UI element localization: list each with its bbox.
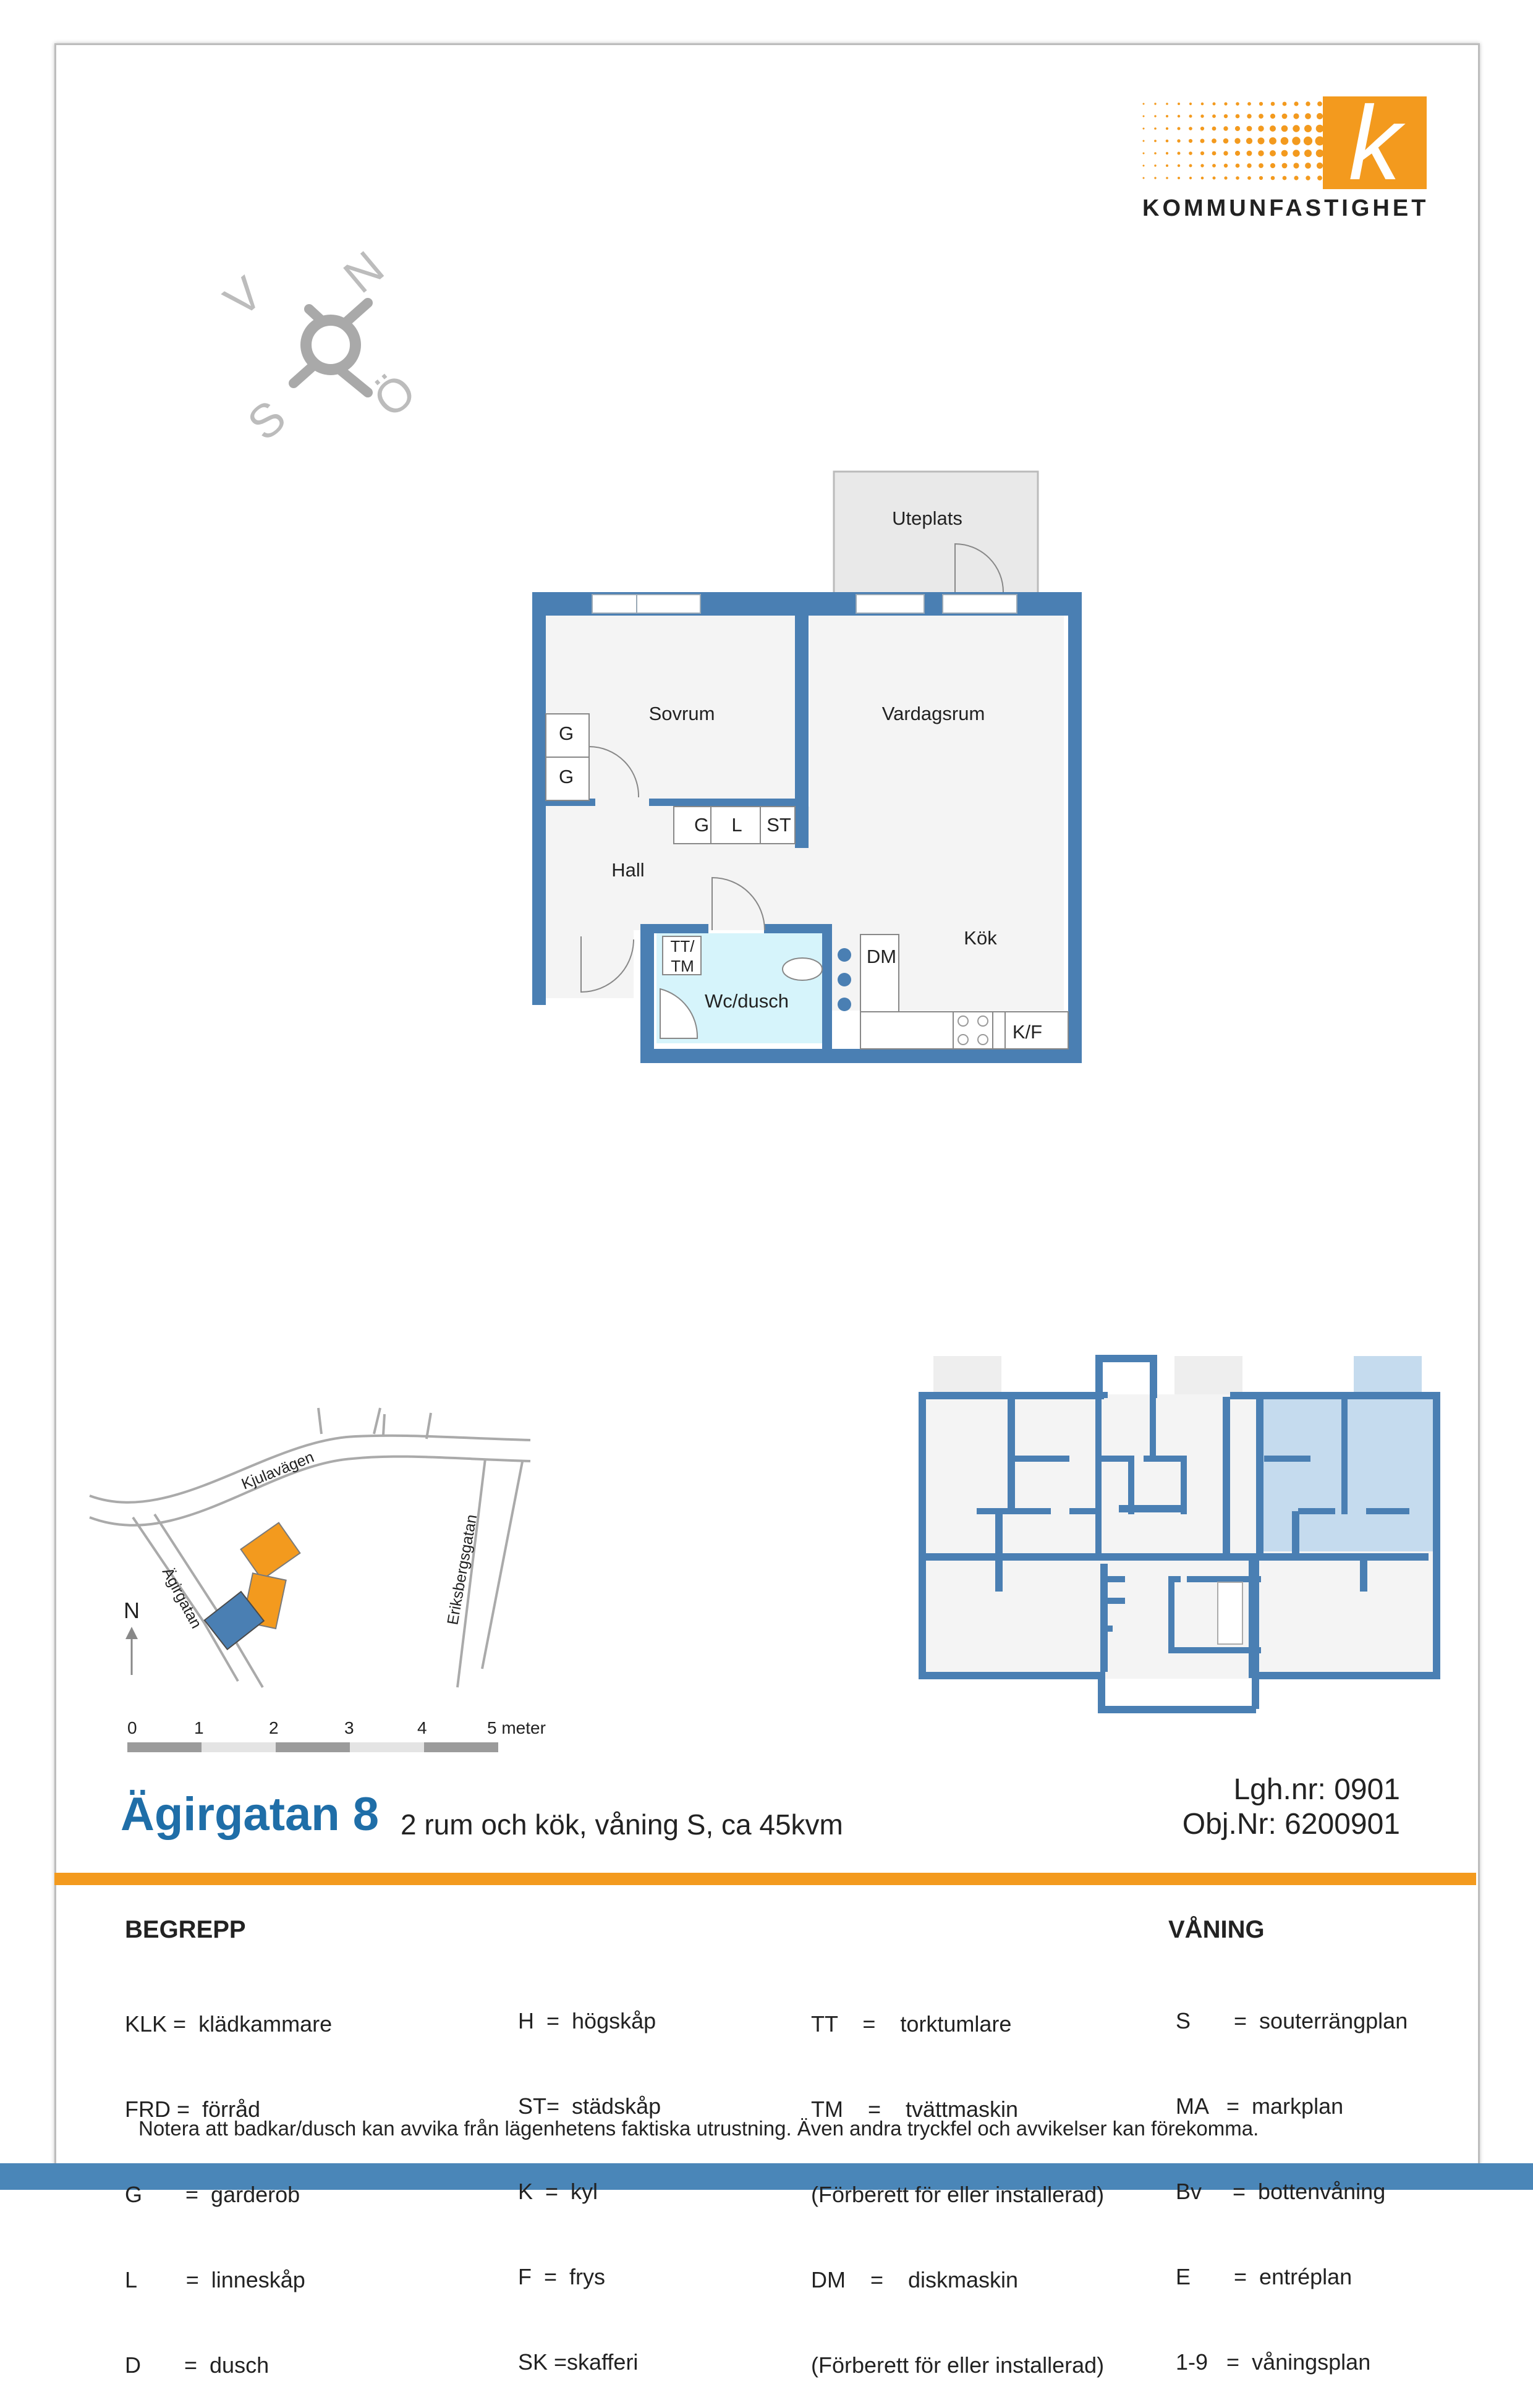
wall-sovrum-bottom — [649, 799, 804, 806]
street-kjulavagen: Kjulavägen — [239, 1448, 316, 1493]
label-st: ST — [766, 814, 791, 836]
legend-item: TM = tvättmaskin — [811, 2096, 1019, 2122]
street-agirgatan: Ägirgatan — [158, 1564, 205, 1632]
label-kf: K/F — [1012, 1021, 1043, 1043]
legend-col3 — [811, 1953, 1104, 2408]
legend-item: FRD = förråd — [125, 2096, 261, 2122]
label-l: L — [731, 814, 742, 836]
legend-col2 — [518, 1950, 661, 2405]
legend-item: DM = diskmaskin — [811, 2267, 1019, 2292]
wall-sovrum-right — [795, 616, 809, 801]
north-label: N — [124, 1598, 140, 1623]
apartment-number: Lgh.nr: 0901 — [1233, 1773, 1400, 1806]
divider-line — [54, 1873, 1476, 1885]
window — [592, 595, 700, 613]
wall-right — [1068, 592, 1082, 1063]
legend-item: K = kyl — [518, 2179, 598, 2204]
wall-wc-top — [640, 924, 708, 933]
road-edge — [90, 1436, 530, 1503]
label-g3: G — [694, 814, 710, 836]
building-keyplan — [915, 1354, 1446, 1749]
legend-item: 1-9 = våningsplan — [1176, 2349, 1371, 2375]
door-opening — [943, 595, 1017, 613]
scale-label: 4 — [417, 1718, 427, 1737]
scale-bar — [117, 1715, 575, 1758]
wall-wc-left — [640, 924, 654, 1063]
legend-item: F = frys — [518, 2264, 606, 2289]
road-edge — [318, 1408, 321, 1434]
road-edge — [427, 1413, 431, 1439]
compass-south: S — [237, 390, 296, 451]
scale-label: 5 meter — [487, 1718, 546, 1737]
ventilation — [838, 998, 851, 1011]
keyplan-balcony — [1174, 1356, 1242, 1394]
label-tt: TT/ — [670, 937, 695, 956]
building-orange — [240, 1523, 300, 1580]
street-title: Ägirgatan 8 — [121, 1788, 380, 1841]
street-eriksbergsgatan: Eriksbergsgatan — [444, 1513, 481, 1627]
ventilation — [838, 948, 851, 962]
legend-item: E = entréplan — [1176, 2264, 1353, 2289]
label-dm: DM — [866, 946, 897, 967]
scale-label: 0 — [127, 1718, 137, 1737]
legend-item: TT = torktumlare — [811, 2011, 1012, 2037]
label-tm: TM — [671, 957, 694, 975]
ventilation — [838, 973, 851, 986]
label-g2: G — [558, 766, 574, 787]
legend-item: ST= städskåp — [518, 2093, 661, 2119]
compass-west: V — [214, 266, 273, 328]
legend-begrepp-title: BEGREPP — [125, 1916, 246, 1943]
north-arrow-head — [125, 1627, 138, 1639]
label-wc: Wc/dusch — [704, 990, 789, 1012]
label-hall: Hall — [611, 859, 645, 881]
site-map — [80, 1397, 575, 1761]
logo-wordmark: KOMMUNFASTIGHET — [1142, 195, 1429, 221]
legend-item: KLK = klädkammare — [125, 2011, 333, 2037]
keyplan-balcony-highlight — [1354, 1356, 1422, 1394]
road-edge — [383, 1414, 384, 1435]
legend-item: (Förberett för eller installerad) — [811, 2182, 1105, 2207]
object-number: Obj.Nr: 6200901 — [1182, 1808, 1400, 1841]
keyplan-stairs — [1218, 1582, 1242, 1644]
legend-item: Bv = bottenvåning — [1176, 2179, 1386, 2204]
legend-vaning-title: VÅNING — [1168, 1916, 1265, 1943]
road-edge — [482, 1462, 522, 1669]
label-vardagsrum: Vardagsrum — [881, 703, 985, 724]
scale-label: 2 — [269, 1718, 279, 1737]
logo-letter: k — [1348, 85, 1401, 202]
legend-col1 — [125, 1953, 332, 2408]
legend-item: L = linneskåp — [125, 2267, 305, 2292]
compass-north: N — [334, 241, 394, 303]
legend-item: (Förberett för eller installerad) — [811, 2352, 1105, 2378]
legend-item: SK =skafferi — [518, 2349, 639, 2375]
label-g1: G — [558, 723, 574, 744]
scale-label: 1 — [194, 1718, 204, 1737]
label-kok: Kök — [964, 927, 997, 949]
window — [856, 595, 924, 613]
wall-left — [532, 592, 546, 1005]
uteplats-area — [834, 472, 1038, 595]
legend-item: G = garderob — [125, 2182, 300, 2207]
keyplan-balcony — [933, 1356, 1001, 1394]
wall-bottom — [640, 1049, 1082, 1063]
legend-col4 — [1176, 1950, 1408, 2405]
label-sovrum: Sovrum — [648, 703, 715, 724]
floor-plan — [0, 0, 1533, 1113]
legend-item: MA = markplan — [1176, 2093, 1344, 2119]
wall-closet — [795, 801, 809, 848]
legend-item: S = souterrängplan — [1176, 2008, 1408, 2033]
legend-item: H = högskåp — [518, 2008, 656, 2033]
scale-label: 3 — [344, 1718, 354, 1737]
wall-wc-right — [822, 924, 832, 1054]
toilet — [783, 958, 822, 980]
compass-east: Ö — [363, 363, 426, 428]
disclaimer-note: Notera att badkar/dusch kan avvika från lägenhetens faktiska utrustning. Även andra tryckfel och avvikelser kan förekomma. — [138, 2117, 1259, 2140]
label-uteplats: Uteplats — [892, 507, 962, 529]
wall-wc-top — [764, 924, 826, 933]
apartment-subtitle: 2 rum och kök, våning S, ca 45kvm — [401, 1808, 843, 1841]
entry-floor — [541, 930, 634, 998]
legend-item: D = dusch — [125, 2352, 270, 2378]
road-edge — [374, 1408, 380, 1434]
